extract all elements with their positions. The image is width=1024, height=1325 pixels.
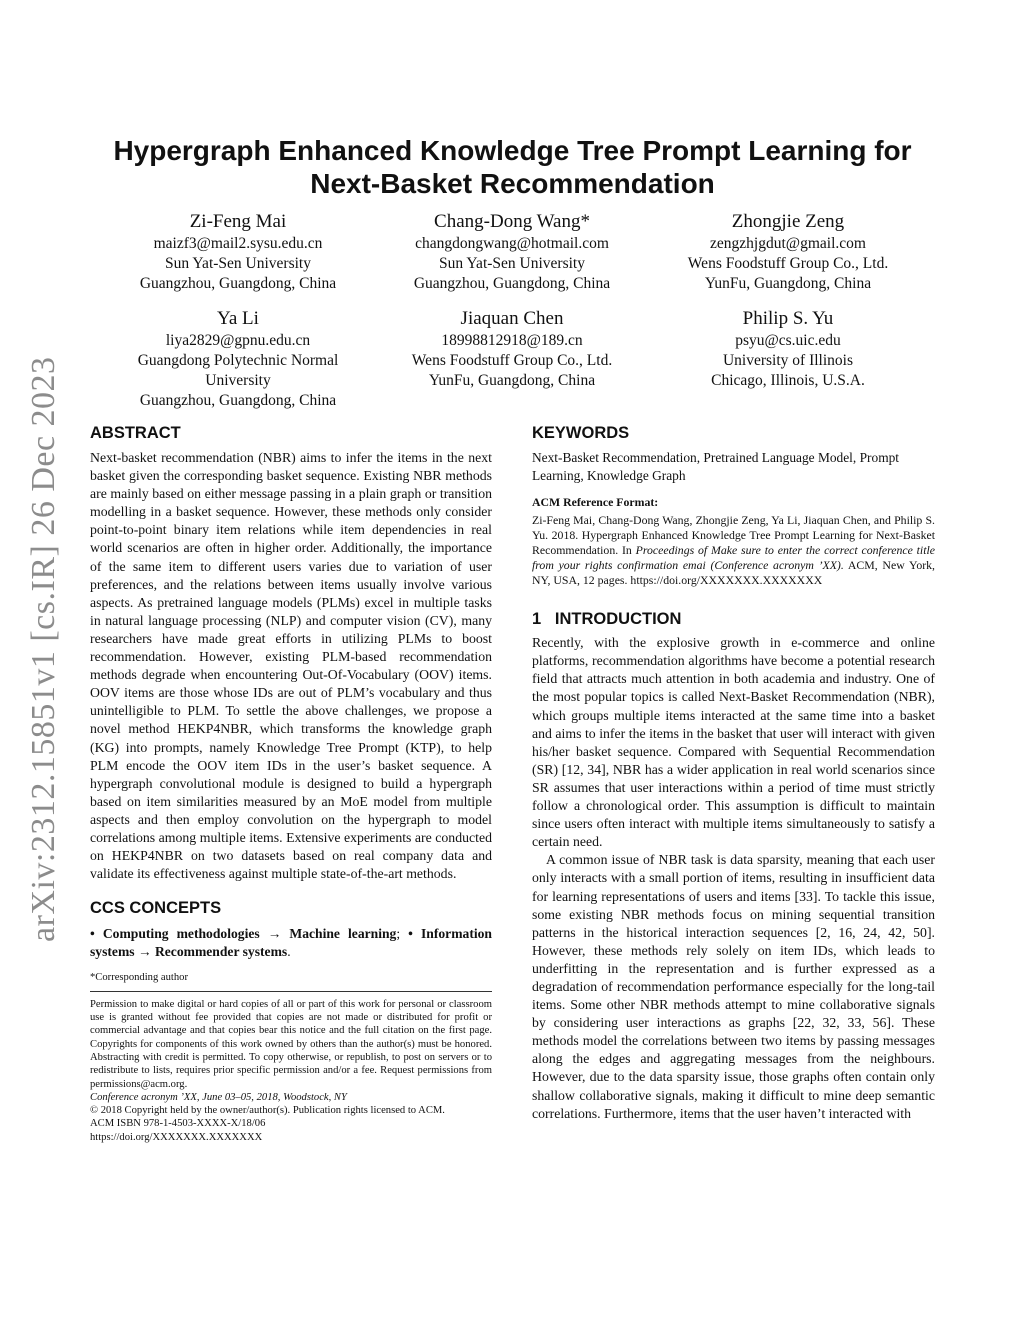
introduction-paragraph: Recently, with the explosive growth in e-commerce and online platforms, recommendation algorithms have become a potential research field that attracts much attention in both academia and industry. One of the most popular topics is called Next-Basket Recommendation (NBR), which groups multiple items interacted at the same time into a basket and aims to infer the items in the basket that user will interact with given his/her basket sequence. Compared with Sequential Recommendation (SR) [12, 34], NBR has a wider application in real world scenarios since SR assumes that user interactions within a period of time must strictly follow a chronological order. This assumption is difficult to maintain since users often interact with multiple items simultaneously to satisfy a certain need. <box>532 635 935 850</box>
author-location: YunFu, Guangdong, China <box>428 372 596 389</box>
author-block <box>367 210 657 294</box>
ccs-end: . <box>287 944 291 960</box>
author-email: changdongwang@hotmail.com <box>415 235 609 252</box>
author-name: Chang-Dong Wang* <box>434 211 590 232</box>
author-email: maizf3@mail2.sysu.edu.cn <box>153 235 323 252</box>
arxiv-identifier-stamp: arXiv:2312.15851v1 [cs.IR] 26 Dec 2023 <box>25 356 62 942</box>
ccs-concepts <box>90 925 492 961</box>
ccs-item: Computing methodologies → Machine learning <box>102 926 397 942</box>
right-column <box>532 422 935 1123</box>
ccs-bullet: • <box>90 926 95 942</box>
acm-reference-proceedings: Proceedings of Make sure to enter the correct conference title from your rights confirmation emai (Conference acronym ’XX). <box>532 543 936 573</box>
author-location: YunFu, Guangdong, China <box>704 275 872 292</box>
author-email: zengzhjgdut@gmail.com <box>710 235 866 252</box>
ccs-heading: CCS CONCEPTS <box>90 899 222 918</box>
author-name: Philip S. Yu <box>742 308 834 329</box>
author-affiliation: Sun Yat-Sen University <box>165 255 311 272</box>
left-column <box>90 422 492 1144</box>
acm-reference-part: ACM, New York, NY, USA, 12 pages. https://doi.org/XXXXXXX.XXXXXXX <box>532 558 935 588</box>
author-email: 18998812918@189.cn <box>441 332 583 349</box>
title-line-1: Hypergraph Enhanced Knowledge Tree Prompt Learning for <box>113 135 912 166</box>
author-affiliation: University <box>205 372 271 389</box>
author-location: Guangzhou, Guangdong, China <box>413 275 611 292</box>
author-affiliation: Wens Foodstuff Group Co., Ltd. <box>687 255 889 272</box>
author-affiliation: University of Illinois <box>722 352 854 369</box>
isbn-line: ACM ISBN 978-1-4503-XXXX-X/18/06 <box>90 1118 266 1130</box>
ccs-separator: ; <box>396 926 409 942</box>
author-affiliation: Wens Foodstuff Group Co., Ltd. <box>411 352 613 369</box>
title-line-2: Next-Basket Recommendation <box>310 168 715 199</box>
author-affiliation: Sun Yat-Sen University <box>439 255 585 272</box>
author-block <box>93 307 383 411</box>
copyright-line: © 2018 Copyright held by the owner/author(s). Publication rights licensed to ACM. <box>90 1105 445 1117</box>
ccs-bullet: • <box>408 926 413 942</box>
author-location: Chicago, Illinois, U.S.A. <box>711 372 865 389</box>
keywords-heading: KEYWORDS <box>532 424 630 442</box>
author-block <box>643 307 933 391</box>
keywords-text: Next-Basket Recommendation, Pretrained Language Model, Prompt Learning, Knowledge Graph <box>532 450 900 484</box>
footnote-area <box>90 971 492 1144</box>
doi-line: https://doi.org/XXXXXXX.XXXXXXX <box>90 1131 263 1143</box>
author-location: Guangzhou, Guangdong, China <box>139 275 337 292</box>
author-name: Zhongjie Zeng <box>731 211 845 232</box>
conference-line: Conference acronym ’XX, June 03–05, 2018, Woodstock, NY <box>90 1091 347 1103</box>
introduction-heading: 1 INTRODUCTION <box>532 610 682 629</box>
paper-title <box>90 134 935 200</box>
author-email: liya2829@gpnu.edu.cn <box>165 332 311 349</box>
author-affiliation: Guangdong Polytechnic Normal <box>137 352 339 369</box>
author-location: Guangzhou, Guangdong, China <box>139 392 337 409</box>
abstract-heading: ABSTRACT <box>90 424 181 442</box>
author-name: Ya Li <box>217 308 259 329</box>
author-name: Jiaquan Chen <box>460 308 564 329</box>
corresponding-author-note: *Corresponding author <box>90 972 188 984</box>
footnote-rule <box>90 991 492 992</box>
acm-reference-text <box>532 513 935 588</box>
introduction-paragraph: A common issue of NBR task is data sparsity, meaning that each user only interacts with a small portion of items, resulting in insufficient data for learning representations of users and items [33]. To tackle this issue, some existing NBR methods focus on mining sequential transition patterns in the historical interaction sequences [2, 16, 24, 42, 50]. However, these methods rely solely on item IDs, which leads to underfitting in the representation and is further expressed as a degradation of recommendation performance especially for the long-tail items. Some other NBR methods attempt to mine collaborative signals by considering user interactions as graphs [22, 32, 33, 56]. These methods model the correlations between two items by passing messages along the edges and aggregating messages from the neighbours. However, due to the data sparsity issue, those graphs often contain only shallow collaborative signals, making it difficult to mine deep semantic correlations. Furthermore, items that the user haven’t interacted with <box>532 852 935 1121</box>
acm-reference-part: Zi-Feng Mai, Chang-Dong Wang, Zhongjie Zeng, Ya Li, Jiaquan Chen, and Philip S. Yu. 2018. Hypergraph Enhanced Knowledge Tree Prompt Learning for Next-Basket Recommendation. In <box>532 513 935 558</box>
author-email: psyu@cs.uic.edu <box>735 332 841 349</box>
acm-reference-heading: ACM Reference Format: <box>532 495 659 510</box>
abstract-text: Next-basket recommendation (NBR) aims to infer the items in the next basket given the corresponding basket sequence. Existing NBR methods are mainly based on either message passing in a plain graph or transition modelling in a basket sequence. However, these methods only consider point-to-point binary item relations while item dependencies in real world scenarios are often in higher order. Additionally, the importance of the same item to different users varies due to variation of user preferences, and the relations between items usually involve various aspects. As pretrained language models (PLMs) excel in multiple tasks in natural language processing (NLP) and computer vision (CV), many researchers have made great efforts in utilizing PLMs to boost recommendation. However, existing PLM-based recommendation methods degrade when encountering Out-Of-Vocabulary (OOV) items. OOV items are those whose IDs are out of PLM’s vocabulary and thus unintelligible to PLM. To settle the above challenges, we propose a novel method HEKP4NBR, which transforms the knowledge graph (KG) into prompts, namely Knowledge Tree Prompt (KTP), to help PLM encode the OOV item IDs in the user’s basket sequence. A hypergraph convolutional module is designed to build a hypergraph based on item similarities measured by an MoE model from multiple aspects and then employ convolution on the hypergraph to model correlations among multiple items. Extensive experiments are conducted on HEKP4NBR on two datasets based on real company data and validate its effectiveness against multiple state-of-the-art methods. <box>90 450 492 882</box>
author-block <box>367 307 657 391</box>
author-block <box>93 210 383 294</box>
ccs-item: Information systems → Recommender systems <box>90 926 492 960</box>
author-name: Zi-Feng Mai <box>189 211 287 232</box>
permission-notice: Permission to make digital or hard copies of all or part of this work for personal or classroom use is granted without fee provided that copies are not made or distributed for profit or commercial advantage and that copies bear this notice and the full citation on the first page. Copyrights for components of this work owned by others than the author(s) must be honored. Abstracting with credit is permitted. To copy otherwise, or republish, to post on servers or to redistribute to lists, requires prior specific permission and/or a fee. Request permissions from permissions@acm.org. <box>90 998 492 1090</box>
author-block <box>643 210 933 294</box>
